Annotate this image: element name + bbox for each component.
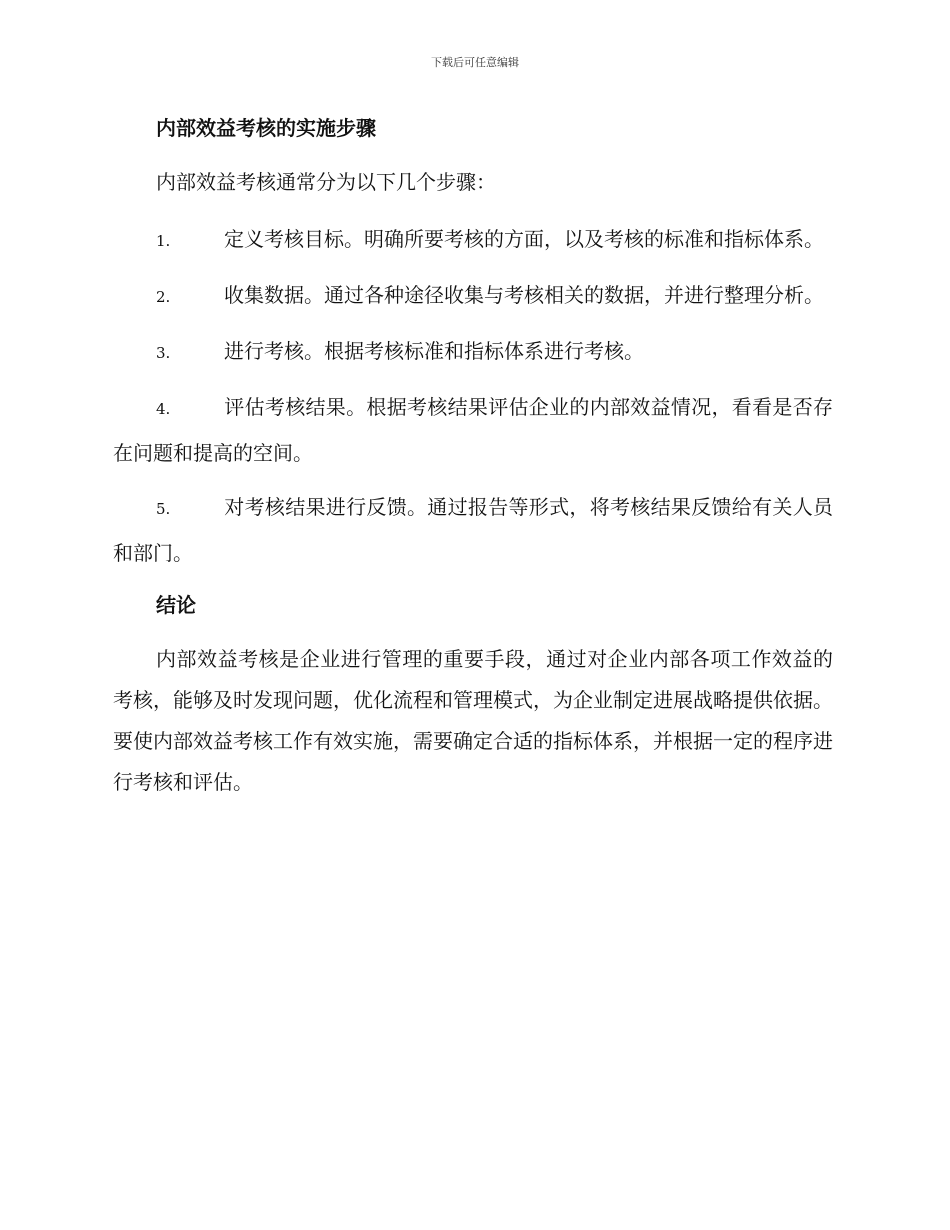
list-item-number: 1.: [156, 232, 171, 250]
header-note: 下载后可任意编辑: [431, 56, 519, 69]
list-item-number: 5.: [156, 500, 171, 518]
list-item: [113, 217, 833, 263]
intro-paragraph: 内部效益考核通常分为以下几个步骤：: [156, 170, 496, 194]
list-item: [113, 329, 833, 375]
document-body: [113, 108, 833, 817]
list-item-text: 收集数据。通过各种途径收集与考核相关的数据，并进行整理分析。: [224, 283, 824, 307]
list-item: [113, 273, 833, 319]
list-item-text: 评估考核结果。根据考核结果评估企业的内部效益情况，看看是否存在问题和提高的空间。: [113, 395, 833, 465]
list-item-text: 对考核结果进行反馈。通过报告等形式，将考核结果反馈给有关人员和部门。: [113, 495, 833, 565]
list-item-text: 进行考核。根据考核标准和指标体系进行考核。: [224, 339, 644, 363]
list-item: [113, 485, 833, 575]
list-item: [113, 385, 833, 475]
section-heading-conclusion: 结论: [156, 593, 196, 617]
conclusion-paragraph: 内部效益考核是企业进行管理的重要手段，通过对企业内部各项工作效益的考核，能够及时发现问题，优化流程和管理模式，为企业制定进展战略提供依据。要使内部效益考核工作有效实施，需要确定合适的指标体系，并根据一定的程序进行考核和评估。: [113, 647, 833, 794]
section-heading-implementation-steps: 内部效益考核的实施步骤: [156, 116, 376, 140]
list-item-number: 4.: [156, 400, 171, 418]
list-item-number: 2.: [156, 288, 171, 306]
list-item-text: 定义考核目标。明确所要考核的方面，以及考核的标准和指标体系。: [224, 227, 824, 251]
list-item-number: 3.: [156, 344, 171, 362]
